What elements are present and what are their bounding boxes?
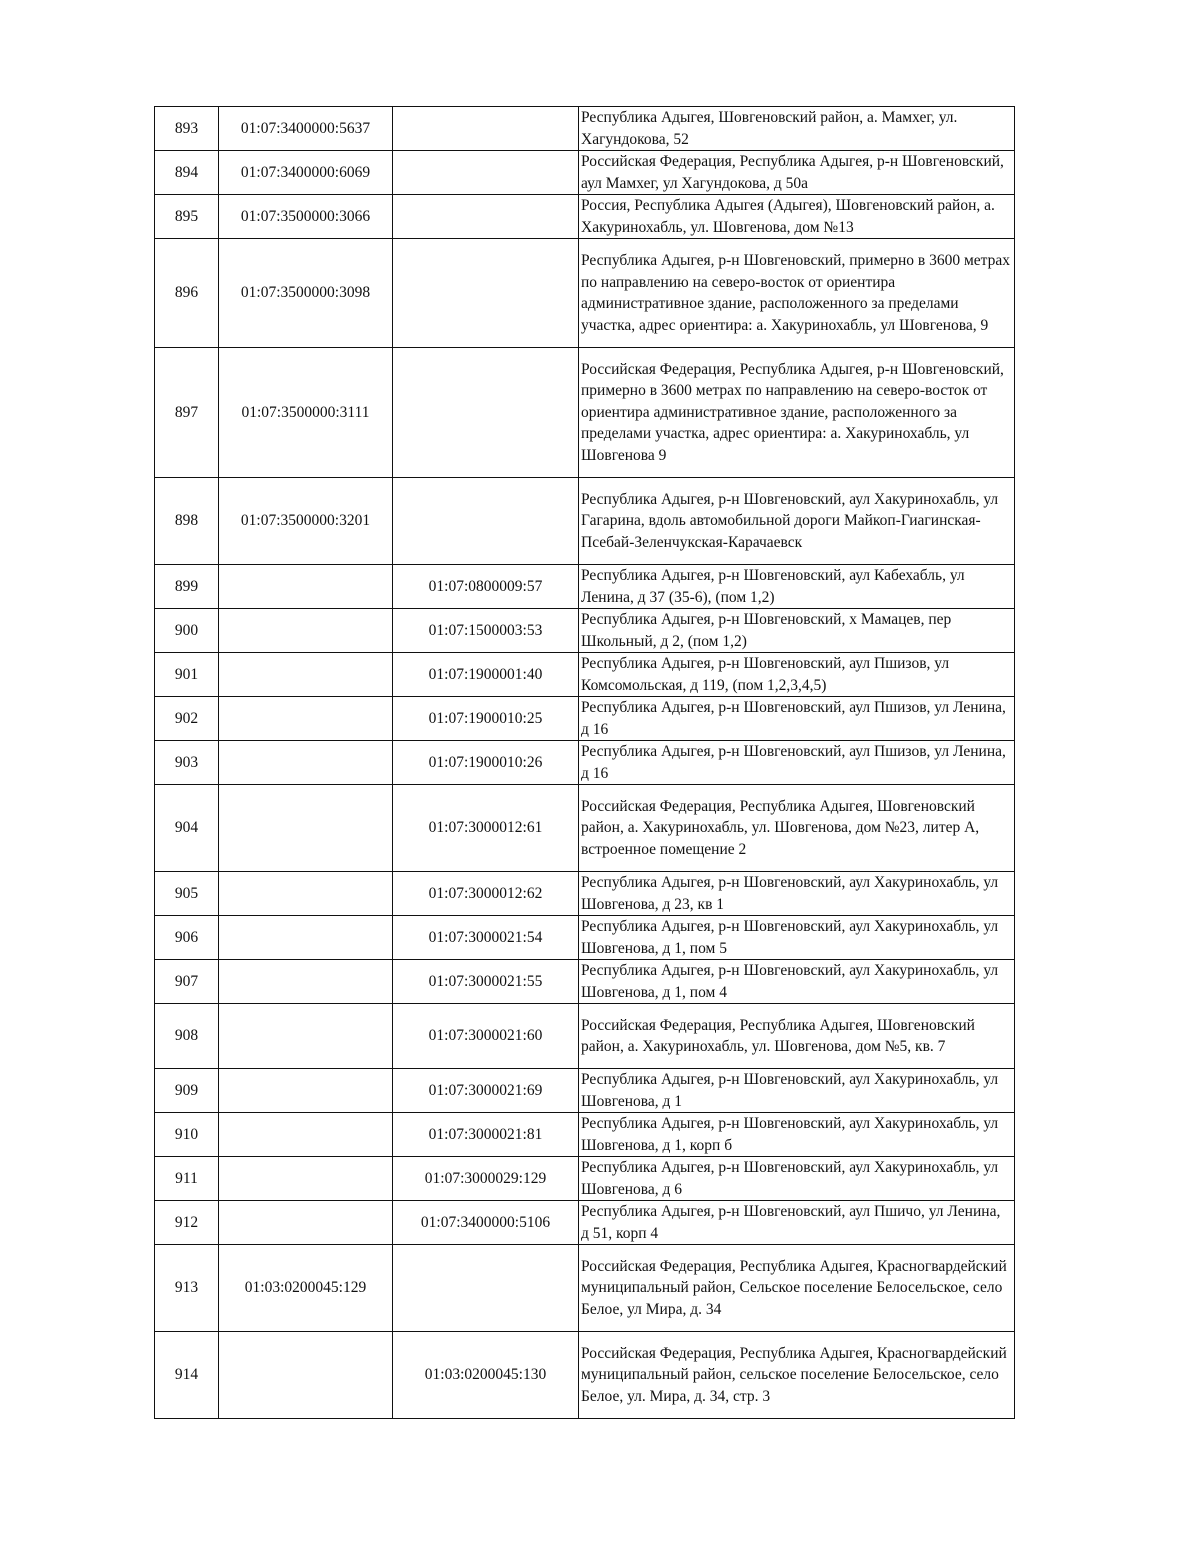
related-cadastral-number-cell — [393, 348, 579, 478]
row-number-cell: 896 — [155, 239, 219, 348]
address-cell: Российская Федерация, Республика Адыгея, р-н Шовгеновский, аул Мамхег, ул Хагундокова, д 50а — [579, 151, 1015, 195]
address-cell: Республика Адыгея, Шовгеновский район, а. Мамхег, ул. Хагундокова, 52 — [579, 107, 1015, 151]
address-cell: Республика Адыгея, р-н Шовгеновский, аул Хакуринохабль, ул Шовгенова, д 1, пом 4 — [579, 960, 1015, 1004]
address-cell: Российская Федерация, Республика Адыгея, Шовгеновский район, а. Хакуринохабль, ул. Шовгенова, дом №23, литер А, встроенное помещение 2 — [579, 785, 1015, 872]
row-number-cell: 905 — [155, 872, 219, 916]
row-number-cell: 893 — [155, 107, 219, 151]
property-registry-table — [154, 106, 1015, 1419]
address-cell: Республика Адыгея, р-н Шовгеновский, аул Хакуринохабль, ул Шовгенова, д 1 — [579, 1069, 1015, 1113]
row-number-cell: 910 — [155, 1113, 219, 1157]
table-row — [155, 1069, 1015, 1113]
cadastral-number-cell: 01:07:3500000:3201 — [219, 478, 393, 565]
related-cadastral-number-cell: 01:07:1900001:40 — [393, 653, 579, 697]
cadastral-number-cell: 01:07:3500000:3098 — [219, 239, 393, 348]
table-row — [155, 151, 1015, 195]
related-cadastral-number-cell: 01:07:3000021:54 — [393, 916, 579, 960]
related-cadastral-number-cell — [393, 151, 579, 195]
cadastral-number-cell — [219, 960, 393, 1004]
cadastral-number-cell — [219, 565, 393, 609]
address-cell: Республика Адыгея, р-н Шовгеновский, аул Пшичо, ул Ленина, д 51, корп 4 — [579, 1201, 1015, 1245]
table-row — [155, 1113, 1015, 1157]
address-cell: Республика Адыгея, р-н Шовгеновский, х Мамацев, пер Школьный, д 2, (пом 1,2) — [579, 609, 1015, 653]
row-number-cell: 903 — [155, 741, 219, 785]
cadastral-number-cell — [219, 1069, 393, 1113]
row-number-cell: 902 — [155, 697, 219, 741]
related-cadastral-number-cell — [393, 478, 579, 565]
row-number-cell: 894 — [155, 151, 219, 195]
row-number-cell: 899 — [155, 565, 219, 609]
address-cell: Республика Адыгея, р-н Шовгеновский, аул Кабехабль, ул Ленина, д 37 (35-6), (пом 1,2) — [579, 565, 1015, 609]
related-cadastral-number-cell: 01:07:3400000:5106 — [393, 1201, 579, 1245]
row-number-cell: 909 — [155, 1069, 219, 1113]
row-number-cell: 912 — [155, 1201, 219, 1245]
row-number-cell: 900 — [155, 609, 219, 653]
related-cadastral-number-cell: 01:07:1500003:53 — [393, 609, 579, 653]
related-cadastral-number-cell: 01:07:1900010:25 — [393, 697, 579, 741]
row-number-cell: 895 — [155, 195, 219, 239]
address-cell: Российская Федерация, Республика Адыгея, Красногвардейский муниципальный район, Сельское поселение Белосельское, село Белое, ул Мира, д. 34 — [579, 1245, 1015, 1332]
related-cadastral-number-cell: 01:07:0800009:57 — [393, 565, 579, 609]
table-row — [155, 960, 1015, 1004]
address-cell: Республика Адыгея, р-н Шовгеновский, аул Хакуринохабль, ул Шовгенова, д 1, пом 5 — [579, 916, 1015, 960]
address-cell: Республика Адыгея, р-н Шовгеновский, аул Хакуринохабль, ул Шовгенова, д 23, кв 1 — [579, 872, 1015, 916]
row-number-cell: 897 — [155, 348, 219, 478]
address-cell: Россия, Республика Адыгея (Адыгея), Шовгеновский район, а. Хакуринохабль, ул. Шовгенова, дом №13 — [579, 195, 1015, 239]
related-cadastral-number-cell — [393, 107, 579, 151]
table-row — [155, 741, 1015, 785]
related-cadastral-number-cell: 01:03:0200045:130 — [393, 1332, 579, 1419]
cadastral-number-cell — [219, 697, 393, 741]
cadastral-number-cell — [219, 1201, 393, 1245]
table-row — [155, 872, 1015, 916]
related-cadastral-number-cell — [393, 195, 579, 239]
table-row — [155, 653, 1015, 697]
related-cadastral-number-cell: 01:07:3000021:81 — [393, 1113, 579, 1157]
table-row — [155, 478, 1015, 565]
address-cell: Российская Федерация, Республика Адыгея, Красногвардейский муниципальный район, сельское поселение Белосельское, село Белое, ул. Мира, д. 34, стр. 3 — [579, 1332, 1015, 1419]
related-cadastral-number-cell: 01:07:3000021:60 — [393, 1004, 579, 1069]
cadastral-number-cell: 01:07:3400000:5637 — [219, 107, 393, 151]
table-body — [155, 107, 1015, 1419]
cadastral-number-cell — [219, 916, 393, 960]
cadastral-number-cell: 01:07:3500000:3066 — [219, 195, 393, 239]
table-row — [155, 348, 1015, 478]
row-number-cell: 911 — [155, 1157, 219, 1201]
related-cadastral-number-cell: 01:07:3000029:129 — [393, 1157, 579, 1201]
cadastral-number-cell — [219, 1157, 393, 1201]
cadastral-number-cell — [219, 741, 393, 785]
cadastral-number-cell: 01:07:3400000:6069 — [219, 151, 393, 195]
row-number-cell: 908 — [155, 1004, 219, 1069]
related-cadastral-number-cell: 01:07:3000012:62 — [393, 872, 579, 916]
cadastral-number-cell: 01:03:0200045:129 — [219, 1245, 393, 1332]
address-cell: Республика Адыгея, р-н Шовгеновский, аул Хакуринохабль, ул Гагарина, вдоль автомобильной дороги Майкоп-Гиагинская-Псебай-Зеленчукская-Карачаевск — [579, 478, 1015, 565]
related-cadastral-number-cell: 01:07:3000012:61 — [393, 785, 579, 872]
address-cell: Республика Адыгея, р-н Шовгеновский, аул Пшизов, ул Комсомольская, д 119, (пом 1,2,3,4,5) — [579, 653, 1015, 697]
address-cell: Республика Адыгея, р-н Шовгеновский, аул Пшизов, ул Ленина, д 16 — [579, 741, 1015, 785]
related-cadastral-number-cell — [393, 1245, 579, 1332]
related-cadastral-number-cell: 01:07:1900010:26 — [393, 741, 579, 785]
address-cell: Республика Адыгея, р-н Шовгеновский, аул Пшизов, ул Ленина, д 16 — [579, 697, 1015, 741]
table-row — [155, 1332, 1015, 1419]
cadastral-number-cell — [219, 872, 393, 916]
row-number-cell: 904 — [155, 785, 219, 872]
table-row — [155, 107, 1015, 151]
table-row — [155, 1004, 1015, 1069]
cadastral-number-cell: 01:07:3500000:3111 — [219, 348, 393, 478]
address-cell: Республика Адыгея, р-н Шовгеновский, аул Хакуринохабль, ул Шовгенова, д 1, корп б — [579, 1113, 1015, 1157]
table-row — [155, 1245, 1015, 1332]
table-row — [155, 239, 1015, 348]
table-row — [155, 785, 1015, 872]
address-cell: Республика Адыгея, р-н Шовгеновский, аул Хакуринохабль, ул Шовгенова, д 6 — [579, 1157, 1015, 1201]
row-number-cell: 906 — [155, 916, 219, 960]
table-row — [155, 565, 1015, 609]
address-cell: Российская Федерация, Республика Адыгея, Шовгеновский район, а. Хакуринохабль, ул. Шовгенова, дом №5, кв. 7 — [579, 1004, 1015, 1069]
table-row — [155, 697, 1015, 741]
row-number-cell: 914 — [155, 1332, 219, 1419]
table-row — [155, 195, 1015, 239]
table-row — [155, 609, 1015, 653]
table-row — [155, 1201, 1015, 1245]
address-cell: Республика Адыгея, р-н Шовгеновский, примерно в 3600 метрах по направлению на северо-восток от ориентира административное здание, расположенного за пределами участка, адрес ориентира: а. Хакуринохабль, ул Шовгенова, 9 — [579, 239, 1015, 348]
cadastral-number-cell — [219, 785, 393, 872]
row-number-cell: 913 — [155, 1245, 219, 1332]
table-row — [155, 1157, 1015, 1201]
row-number-cell: 907 — [155, 960, 219, 1004]
row-number-cell: 901 — [155, 653, 219, 697]
related-cadastral-number-cell: 01:07:3000021:69 — [393, 1069, 579, 1113]
table-row — [155, 916, 1015, 960]
row-number-cell: 898 — [155, 478, 219, 565]
cadastral-number-cell — [219, 1113, 393, 1157]
cadastral-number-cell — [219, 609, 393, 653]
cadastral-number-cell — [219, 653, 393, 697]
cadastral-number-cell — [219, 1004, 393, 1069]
cadastral-number-cell — [219, 1332, 393, 1419]
address-cell: Российская Федерация, Республика Адыгея, р-н Шовгеновский, примерно в 3600 метрах по направлению на северо-восток от ориентира административное здание, расположенного за пределами участка, адрес ориентира: а. Хакуринохабль, ул Шовгенова 9 — [579, 348, 1015, 478]
related-cadastral-number-cell — [393, 239, 579, 348]
related-cadastral-number-cell: 01:07:3000021:55 — [393, 960, 579, 1004]
